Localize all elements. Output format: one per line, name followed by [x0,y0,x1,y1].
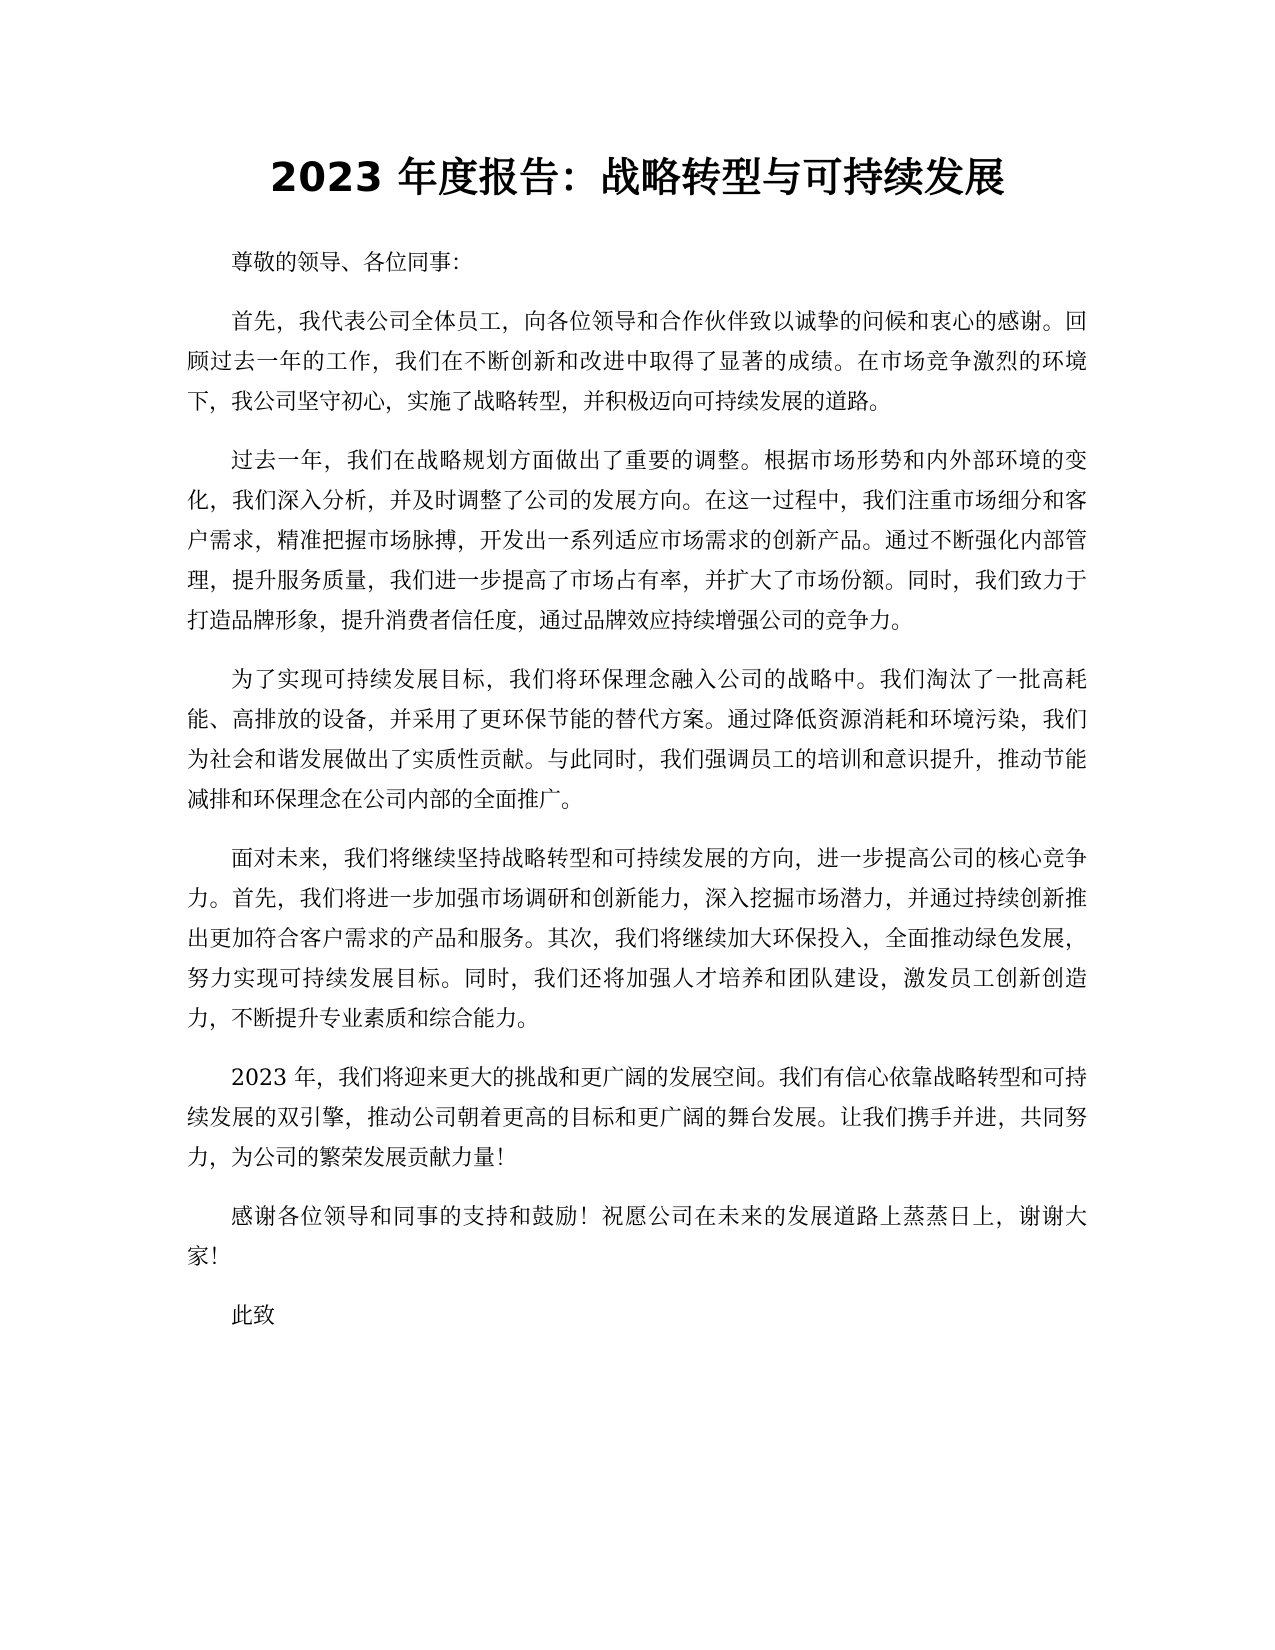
document-body [187,244,1087,1337]
paragraph: 感谢各位领导和同事的支持和鼓励！祝愿公司在未来的发展道路上蒸蒸日上，谢谢大家！ [187,1205,1087,1270]
paragraph: 2023 年，我们将迎来更大的挑战和更广阔的发展空间。我们有信心依靠战略转型和可持续发展的双引擎，推动公司朝着更高的目标和更广阔的舞台发展。让我们携手并进，共同努力，为公司的繁荣发展贡献力量！ [187,1066,1087,1171]
paragraph: 首先，我代表公司全体员工，向各位领导和合作伙伴致以诚挚的问候和衷心的感谢。回顾过去一年的工作，我们在不断创新和改进中取得了显著的成绩。在市场竞争激烈的环境下，我公司坚守初心，实施了战略转型，并积极迈向可持续发展的道路。 [187,310,1087,415]
paragraph: 过去一年，我们在战略规划方面做出了重要的调整。根据市场形势和内外部环境的变化，我们深入分析，并及时调整了公司的发展方向。在这一过程中，我们注重市场细分和客户需求，精准把握市场脉搏，开发出一系列适应市场需求的创新产品。通过不断强化内部管理，提升服务质量，我们进一步提高了市场占有率，并扩大了市场份额。同时，我们致力于打造品牌形象，提升消费者信任度，通过品牌效应持续增强公司的竞争力。 [187,449,1087,634]
closing-line: 此致 [231,1304,276,1329]
paragraph: 为了实现可持续发展目标，我们将环保理念融入公司的战略中。我们淘汰了一批高耗能、高排放的设备，并采用了更环保节能的替代方案。通过降低资源消耗和环境污染，我们为社会和谐发展做出了实质性贡献。与此同时，我们强调员工的培训和意识提升，推动节能减排和环保理念在公司内部的全面推广。 [187,668,1087,813]
document-title: 2023 年度报告：战略转型与可持续发展 [269,155,1006,201]
salutation: 尊敬的领导、各位同事： [231,251,474,276]
paragraph: 面对未来，我们将继续坚持战略转型和可持续发展的方向，进一步提高公司的核心竞争力。首先，我们将进一步加强市场调研和创新能力，深入挖掘市场潜力，并通过持续创新推出更加符合客户需求的产品和服务。其次，我们将继续加大环保投入，全面推动绿色发展，努力实现可持续发展目标。同时，我们还将加强人才培养和团队建设，激发员工创新创造力，不断提升专业素质和综合能力。 [187,847,1087,1032]
